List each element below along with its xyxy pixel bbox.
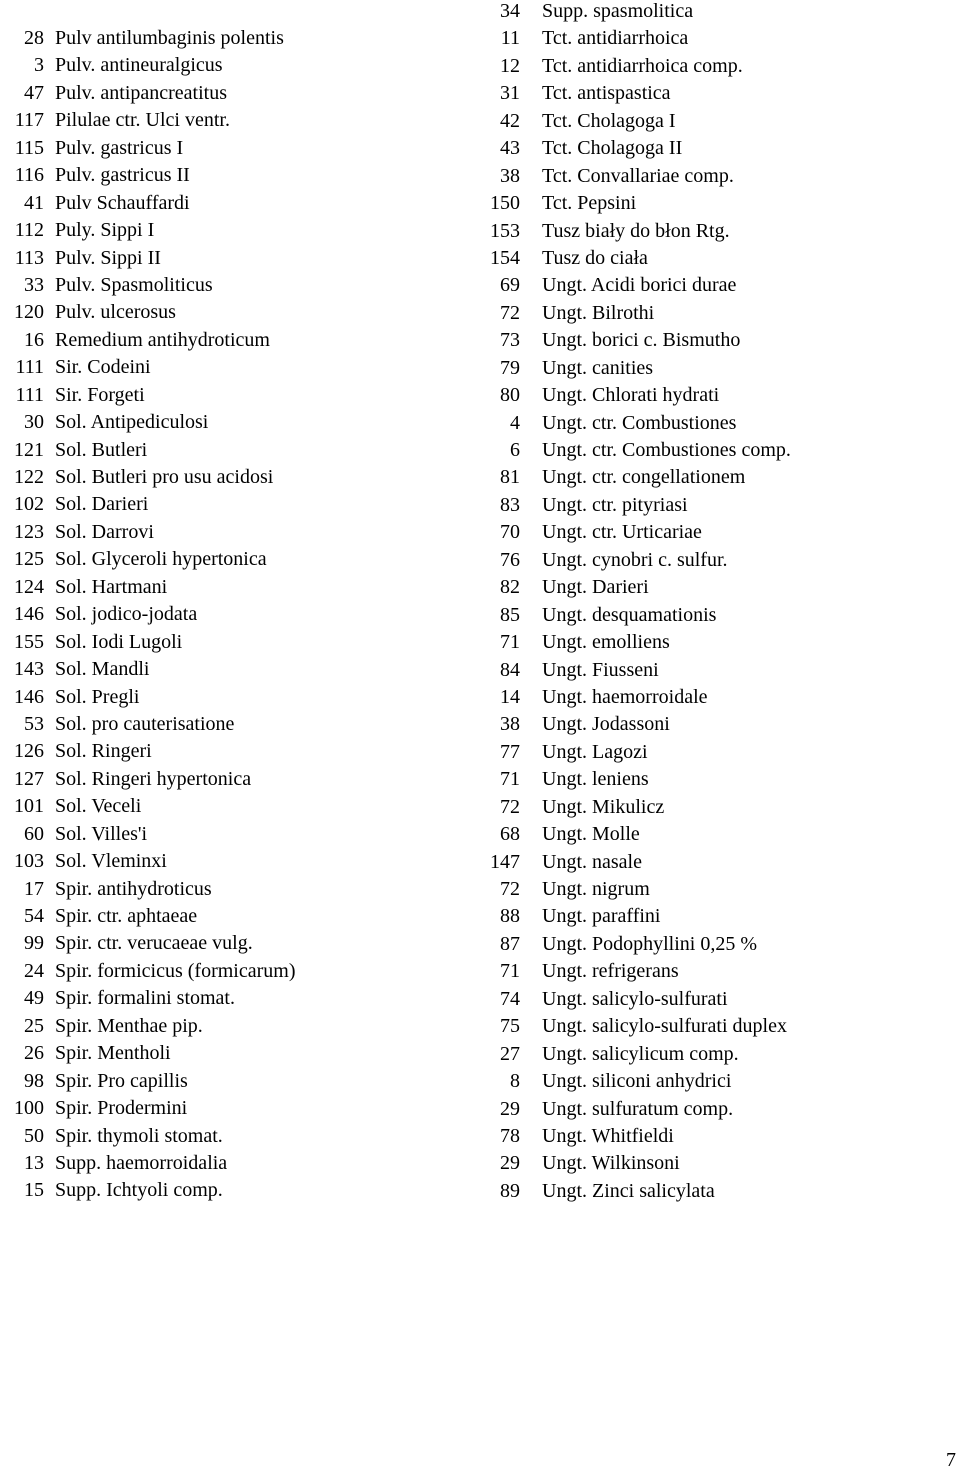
entry-name: Sol. Ringeri hypertonica: [55, 767, 252, 790]
entry-name: Ungt. Zinci salicylata: [542, 1179, 715, 1202]
entry-name: Pulv. antineuralgicus: [55, 54, 223, 77]
entry-number: 116: [14, 164, 44, 187]
entry-name: Ungt. Chlorati hydrati: [542, 384, 720, 407]
index-entry: [0, 821, 480, 848]
index-entry: [0, 601, 480, 628]
index-entry: [480, 1068, 960, 1095]
entry-number: 26: [24, 1042, 44, 1065]
entry-number: 42: [500, 109, 520, 132]
index-entry: [480, 300, 960, 327]
entry-number: 74: [500, 987, 520, 1010]
entry-number: 70: [500, 521, 520, 544]
index-entry: [480, 1123, 960, 1150]
entry-name: Ungt. nasale: [542, 850, 642, 873]
entry-name: Ungt. salicylo-sulfurati: [542, 987, 728, 1010]
entry-name: Ungt. Bilrothi: [542, 301, 655, 324]
entry-name: Spir. thymoli stomat.: [55, 1124, 223, 1147]
index-entry: [480, 25, 960, 52]
entry-name: Ungt. Acidi borici durae: [542, 274, 737, 297]
index-entry: [0, 80, 480, 107]
entry-number: 8: [510, 1070, 520, 1093]
entry-name: Ungt. cynobri c. sulfur.: [542, 548, 728, 571]
entry-number: 60: [24, 822, 44, 845]
entry-name: Ungt. Fiusseni: [542, 658, 659, 681]
index-column-right: [480, 0, 960, 1205]
entry-name: Spir. antihydroticus: [55, 877, 212, 900]
entry-name: Ungt. leniens: [542, 768, 649, 791]
entry-number: 31: [500, 82, 520, 105]
entry-number: 98: [24, 1069, 44, 1092]
index-entry: [0, 656, 480, 683]
entry-name: Supp. haemorroidalia: [55, 1151, 228, 1174]
index-entry: [480, 958, 960, 985]
entry-number: 15: [24, 1179, 44, 1202]
index-entry: [0, 985, 480, 1012]
entry-name: Ungt. Molle: [542, 823, 640, 846]
index-entry: [480, 327, 960, 354]
entry-name: Tct. antidiarrhoica: [542, 27, 689, 50]
entry-name: Ungt. ctr. Combustiones: [542, 411, 737, 434]
entry-number: 13: [24, 1151, 44, 1174]
entry-number: 82: [500, 576, 520, 599]
entry-number: 121: [14, 438, 44, 461]
entry-number: 47: [24, 81, 44, 104]
entry-number: 53: [24, 712, 44, 735]
entry-number: 72: [500, 795, 520, 818]
entry-number: 73: [500, 329, 520, 352]
entry-name: Sol. pro cauterisatione: [55, 712, 235, 735]
entry-number: 3: [34, 54, 44, 77]
entry-name: Ungt. Darieri: [542, 576, 649, 599]
entry-name: Ungt. paraffini: [542, 905, 661, 928]
entry-number: 117: [14, 109, 44, 132]
index-entry: [0, 1013, 480, 1040]
index-entry: [480, 574, 960, 601]
index-entry: [480, 657, 960, 684]
entry-name: Sol. Vleminxi: [55, 850, 167, 873]
entry-number: 69: [500, 274, 520, 297]
entry-number: 89: [500, 1179, 520, 1202]
entry-number: 29: [500, 1152, 520, 1175]
entry-number: 112: [14, 219, 44, 242]
entry-number: 111: [15, 383, 44, 406]
index-entry: [480, 794, 960, 821]
entry-name: Sol. Ringeri: [55, 740, 152, 763]
index-entry: [0, 711, 480, 738]
index-entry: [480, 821, 960, 848]
index-entry: [0, 629, 480, 656]
index-entry: [0, 299, 480, 326]
index-entry: [480, 711, 960, 738]
index-entry: [480, 355, 960, 382]
entry-name: Spir. formalini stomat.: [55, 987, 235, 1010]
entry-name: Ungt. ctr. Urticariae: [542, 521, 702, 544]
index-entry: [480, 1041, 960, 1068]
entry-name: Sol. jodico-jodata: [55, 603, 198, 626]
index-entry: [0, 354, 480, 381]
index-entry: [0, 1068, 480, 1095]
entry-name: Ungt. siliconi anhydrici: [542, 1070, 732, 1093]
entry-name: Spir. Menthae pip.: [55, 1014, 203, 1037]
entry-number: 75: [500, 1015, 520, 1038]
index-entry: [0, 409, 480, 436]
entry-name: Pulv. antipancreatitus: [55, 81, 227, 104]
index-entry: [0, 25, 480, 52]
entry-number: 34: [500, 0, 520, 22]
entry-number: 115: [14, 136, 44, 159]
entry-number: 27: [500, 1042, 520, 1065]
entry-name: Ungt. ctr. Combustiones comp.: [542, 439, 791, 461]
index-entry: [0, 876, 480, 903]
entry-name: Tusz do ciała: [542, 246, 648, 269]
entry-number: 38: [500, 713, 520, 736]
index-entry: [480, 382, 960, 409]
entry-number: 85: [500, 603, 520, 626]
index-entry: [0, 766, 480, 793]
entry-name: Puly. Sippi I: [55, 219, 155, 242]
entry-name: Remedium antihydroticum: [55, 328, 270, 351]
index-entry: [0, 107, 480, 134]
index-entry: [480, 1096, 960, 1123]
entry-name: Ungt. refrigerans: [542, 960, 679, 983]
index-entry: [0, 437, 480, 464]
entry-name: Ungt. canities: [542, 356, 654, 379]
entry-name: Pulv. gastricus II: [55, 164, 190, 187]
entry-number: 155: [14, 630, 44, 653]
entry-number: 49: [24, 987, 44, 1010]
index-entry: [0, 162, 480, 189]
entry-name: Sol. Mandli: [55, 658, 150, 681]
index-entry: [480, 80, 960, 107]
entry-number: 84: [500, 658, 520, 681]
index-entry: [0, 958, 480, 985]
index-entry: [0, 684, 480, 711]
index-entry: [0, 738, 480, 765]
entry-number: 122: [14, 466, 44, 488]
page-number: 7: [946, 1449, 956, 1471]
entry-name: Pulv. Spasmoliticus: [55, 273, 213, 296]
index-entry: [480, 245, 960, 272]
entry-name: Ungt. sulfuratum comp.: [542, 1097, 734, 1120]
entry-number: 154: [490, 246, 520, 269]
entry-name: Ungt. nigrum: [542, 878, 650, 900]
entry-name: Ungt. Jodassoni: [542, 713, 670, 736]
index-entry: [480, 986, 960, 1013]
entry-number: 150: [490, 192, 520, 215]
entry-number: 100: [14, 1097, 44, 1120]
index-entry: [480, 437, 960, 464]
entry-number: 71: [500, 631, 520, 654]
entry-name: Spir. formicicus (formicarum): [55, 959, 296, 982]
entry-name: Sol. Pregli: [55, 685, 140, 708]
entry-number: 147: [490, 850, 520, 873]
entry-name: Tct. Pepsini: [542, 192, 637, 215]
entry-name: Ungt. ctr. congellationem: [542, 466, 746, 489]
index-entry: [480, 1178, 960, 1205]
index-entry: [0, 1177, 480, 1204]
entry-name: Sol. Villes'i: [55, 822, 148, 845]
entry-number: 78: [500, 1124, 520, 1147]
entry-name: Pilulae ctr. Ulci ventr.: [55, 109, 230, 132]
entry-name: Tct. Cholagoga I: [542, 109, 676, 132]
entry-name: Ungt. Lagozi: [542, 740, 648, 763]
entry-number: 50: [24, 1124, 44, 1147]
entry-number: 17: [24, 877, 44, 900]
index-entry: [480, 739, 960, 766]
entry-name: Ungt. salicylo-sulfurati duplex: [542, 1015, 787, 1038]
index-entry: [0, 1150, 480, 1177]
index-entry: [0, 217, 480, 244]
entry-number: 143: [14, 658, 44, 681]
index-entry: [480, 492, 960, 519]
index-entry: [480, 931, 960, 958]
entry-name: Sol. Hartmani: [55, 575, 168, 598]
entry-number: 81: [500, 466, 520, 489]
index-column-left: [0, 25, 480, 1205]
entry-number: 14: [500, 685, 520, 708]
entry-name: Sol. Darrovi: [55, 520, 154, 543]
index-entry: [0, 1040, 480, 1067]
index-entry: [0, 930, 480, 957]
entry-number: 77: [500, 740, 520, 763]
entry-number: 87: [500, 932, 520, 955]
index-entry: [0, 464, 480, 491]
index-entry: [0, 52, 480, 79]
index-entry: [480, 163, 960, 190]
entry-name: Spir. Prodermini: [55, 1097, 188, 1120]
index-entry: [0, 382, 480, 409]
entry-number: 83: [500, 493, 520, 516]
index-entry: [0, 190, 480, 217]
entry-number: 71: [500, 768, 520, 791]
entry-name: Ungt. haemorroidale: [542, 685, 708, 708]
index-entry: [480, 629, 960, 656]
entry-number: 12: [500, 54, 520, 77]
entry-number: 125: [14, 548, 44, 571]
entry-name: Pulv Schauffardi: [55, 191, 190, 214]
entry-name: Ungt. desquamationis: [542, 603, 717, 626]
entry-number: 25: [24, 1014, 44, 1037]
index-entry: [0, 1095, 480, 1122]
entry-name: Pulv. ulcerosus: [55, 301, 176, 324]
entry-name: Ungt. emolliens: [542, 631, 670, 654]
index-entry: [0, 546, 480, 573]
entry-name: Ungt. Mikulicz: [542, 795, 665, 818]
entry-number: 146: [14, 685, 44, 708]
entry-name: Sol. Iodi Lugoli: [55, 630, 183, 653]
entry-number: 111: [15, 356, 44, 379]
entry-number: 120: [14, 301, 44, 324]
entry-name: Sol. Glyceroli hypertonica: [55, 548, 267, 571]
entry-number: 126: [14, 740, 44, 763]
entry-number: 79: [500, 356, 520, 379]
index-entry: [480, 108, 960, 135]
entry-number: 28: [24, 27, 44, 49]
entry-number: 101: [14, 795, 44, 818]
index-entry: [480, 519, 960, 546]
entry-name: Ungt. Whitfieldi: [542, 1124, 674, 1147]
entry-number: 76: [500, 548, 520, 571]
entry-number: 72: [500, 878, 520, 900]
entry-number: 6: [510, 439, 520, 461]
index-entry: [480, 0, 960, 25]
entry-name: Tct. Cholagoga II: [542, 137, 683, 160]
index-entry: [0, 903, 480, 930]
entry-name: Spir. ctr. verucaeae vulg.: [55, 932, 253, 955]
entry-number: 103: [14, 850, 44, 873]
entry-number: 113: [14, 246, 44, 269]
index-entry: [480, 602, 960, 629]
index-entry: [0, 519, 480, 546]
entry-name: Tct. Convallariae comp.: [542, 164, 734, 187]
entry-number: 43: [500, 137, 520, 160]
entry-number: 124: [14, 575, 44, 598]
entry-name: Ungt. ctr. pityriasi: [542, 493, 688, 516]
index-entry: [0, 135, 480, 162]
index-entry: [0, 327, 480, 354]
index-entry: [480, 135, 960, 162]
entry-number: 72: [500, 301, 520, 324]
entry-number: 99: [24, 932, 44, 955]
index-entry: [480, 272, 960, 299]
entry-name: Sol. Darieri: [55, 493, 149, 516]
entry-name: Sol. Veceli: [55, 795, 142, 818]
index-entry: [480, 766, 960, 793]
entry-number: 16: [24, 328, 44, 351]
entry-number: 11: [500, 27, 520, 50]
entry-name: Sir. Forgeti: [55, 383, 145, 406]
index-entry: [480, 464, 960, 491]
entry-name: Pulv. gastricus I: [55, 136, 184, 159]
entry-number: 4: [510, 411, 520, 434]
entry-number: 127: [14, 767, 44, 790]
index-entry: [0, 574, 480, 601]
index-entry: [0, 491, 480, 518]
index-entry: [480, 876, 960, 903]
index-entry: [0, 272, 480, 299]
index-entry: [480, 684, 960, 711]
index-entry: [480, 53, 960, 80]
entry-name: Spir. ctr. aphtaeae: [55, 905, 198, 927]
entry-number: 146: [14, 603, 44, 626]
index-entry: [480, 1150, 960, 1177]
index-entry: [480, 1013, 960, 1040]
index-entry: [0, 848, 480, 875]
entry-name: Sol. Butleri: [55, 438, 148, 461]
entry-number: 71: [500, 960, 520, 983]
entry-name: Spir. Mentholi: [55, 1042, 171, 1065]
entry-name: Sol. Butleri pro usu acidosi: [55, 466, 274, 488]
entry-name: Ungt. salicylicum comp.: [542, 1042, 739, 1065]
entry-number: 30: [24, 411, 44, 434]
entry-number: 102: [14, 493, 44, 516]
index-entry: [0, 793, 480, 820]
entry-number: 33: [24, 273, 44, 296]
entry-name: Tusz biały do błon Rtg.: [542, 219, 730, 242]
entry-name: Ungt. borici c. Bismutho: [542, 329, 741, 352]
entry-number: 41: [24, 191, 44, 214]
entry-number: 80: [500, 384, 520, 407]
entry-number: 88: [500, 905, 520, 928]
entry-number: 38: [500, 164, 520, 187]
entry-number: 153: [490, 219, 520, 242]
entry-name: Ungt. Podophyllini 0,25 %: [542, 932, 758, 955]
index-entry: [480, 410, 960, 437]
index-entry: [480, 190, 960, 217]
entry-number: 54: [24, 905, 44, 927]
entry-number: 68: [500, 823, 520, 846]
entry-number: 24: [24, 959, 44, 982]
entry-name: Sol. Antipediculosi: [55, 411, 209, 434]
index-entry: [0, 1123, 480, 1150]
entry-number: 29: [500, 1097, 520, 1120]
entry-name: Tct. antidiarrhoica comp.: [542, 54, 743, 77]
entry-name: Tct. antispastica: [542, 82, 671, 105]
entry-name: Spir. Pro capillis: [55, 1069, 188, 1092]
index-entry: [480, 849, 960, 876]
entry-number: 123: [14, 520, 44, 543]
entry-name: Sir. Codeini: [55, 356, 151, 379]
entry-name: Supp. spasmolitica: [542, 0, 694, 22]
entry-name: Pulv antilumbaginis polentis: [55, 27, 284, 49]
entry-name: Ungt. Wilkinsoni: [542, 1152, 680, 1175]
entry-name: Pulv. Sippi II: [55, 246, 161, 269]
index-entry: [480, 218, 960, 245]
index-entry: [480, 547, 960, 574]
index-entry: [0, 245, 480, 272]
index-entry: [480, 903, 960, 930]
entry-name: Supp. Ichtyoli comp.: [55, 1179, 223, 1202]
